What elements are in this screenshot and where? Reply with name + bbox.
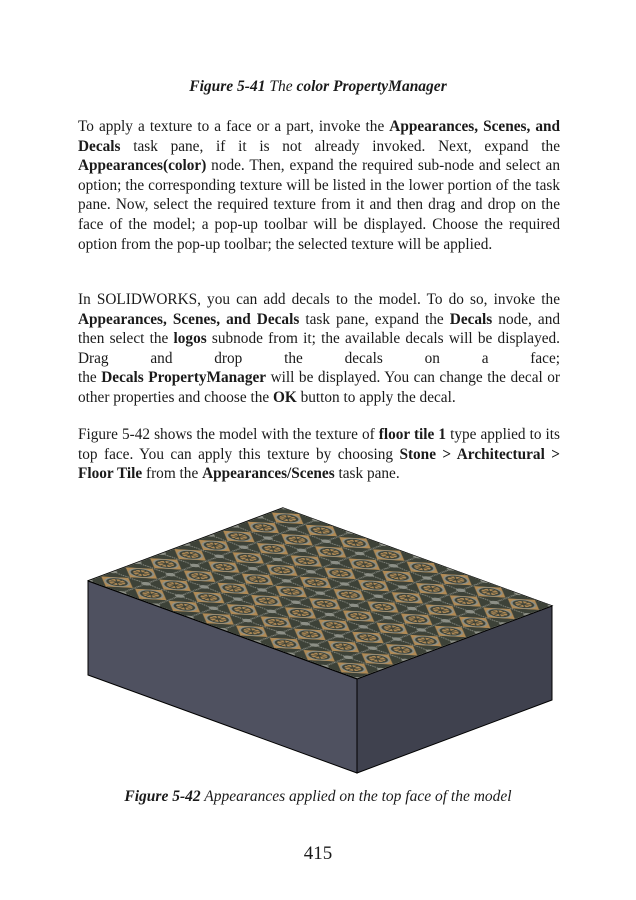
p3-text-4: task pane. [334, 465, 400, 483]
p2-text-5: the [78, 369, 102, 387]
figure-5-42-caption-text: Appearances applied on the top face of the model [204, 788, 512, 805]
p1-text-1: To apply a texture to a face or a part, invoke the [78, 118, 390, 135]
p2-bold-decals-propertymanager: Decals PropertyManager [101, 369, 267, 387]
figure-5-42-label: Figure 5-42 [124, 788, 201, 805]
p2-text-6: will be displayed. You can change the decal or other properties and choose the [78, 369, 561, 406]
p3-text-3: from the [142, 465, 203, 483]
p2-text-1: In SOLIDWORKS, you can add decals to the model. To do so, invoke the [78, 291, 560, 308]
p2-text-3: node, and then select the [78, 310, 561, 348]
p2-text-7: button to apply the decal. [296, 388, 456, 406]
figure-5-41-caption-bold: color PropertyManager [296, 78, 447, 95]
textured-block-figure [78, 492, 560, 776]
p2-text-4: subnode from it; the available decals will be displayed. Drag and drop the decals on a face; [78, 330, 560, 367]
paragraph-decals-instructions [78, 290, 560, 408]
p3-bold-floor-tile: floor tile 1 [378, 426, 447, 443]
p3-bold-stone-path: Stone > Architectural > Floor Tile [78, 445, 560, 483]
p3-bold-appearances-scenes: Appearances/Scenes [202, 465, 335, 483]
page-number: 415 [303, 843, 333, 864]
p2-bold-decals: Decals [449, 310, 493, 328]
p2-bold-ok: OK [272, 388, 297, 406]
figure-5-41-label: Figure 5-41 [189, 78, 266, 95]
p2-text-2: task pane, expand the [299, 310, 450, 328]
figure-5-41-caption-plain: The [269, 78, 293, 95]
p1-text-3: node. Then, expand the required sub-node and select an option; the corresponding texture will be listed in the lower portion of the task pane. Now, select the required texture from it and then drag and drop on the face of the model; a pop-up toolbar will be displayed. Choose the required option from the pop-up toolbar; the selected texture will be applied. [78, 157, 560, 253]
p3-text-2: type applied to its top face. You can apply this texture by choosing [78, 426, 560, 463]
figure-5-41-caption [0, 78, 636, 96]
paragraph-texture-instructions [78, 117, 560, 254]
paragraph-figure-reference [78, 425, 560, 484]
p2-justified-block [78, 290, 560, 368]
p3-text-1: Figure 5-42 shows the model with the texture of [78, 426, 379, 443]
figure-5-42-caption [0, 788, 636, 806]
p2-bold-appearances: Appearances, Scenes, and Decals [78, 310, 300, 328]
p2-bold-logos: logos [173, 330, 207, 348]
p1-text-2: task pane, if it is not already invoked. Next, expand the [120, 137, 560, 155]
p1-bold-appearances-color: Appearances(color) [78, 157, 207, 175]
p1-bold-appearances: Appearances, Scenes, and Decals [78, 118, 560, 155]
